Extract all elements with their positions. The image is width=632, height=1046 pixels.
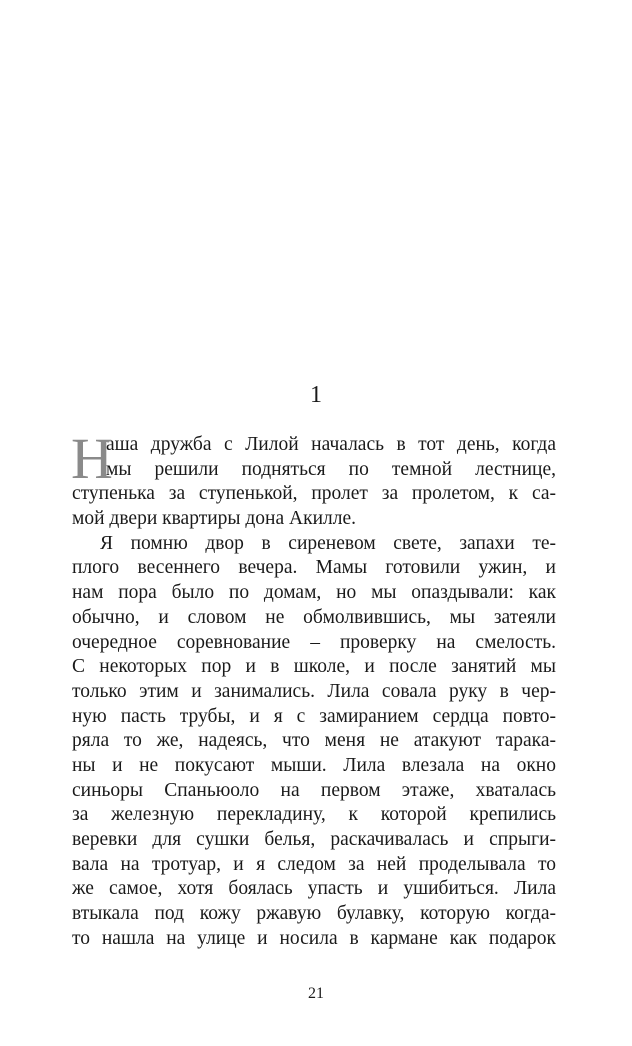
text-line: мы решили подняться по темной лестнице,	[106, 458, 556, 480]
text-line: С некоторых пор и в школе, и после занятий мы	[72, 656, 556, 678]
text-line: очередное соревнование – проверку на смелость.	[72, 631, 556, 653]
text-line: ны и не покусают мыши. Лила влезала на окно	[72, 754, 556, 776]
text-line: нам пора было по домам, но мы опаздывали: как	[72, 582, 556, 604]
page-number: 21	[308, 985, 324, 1002]
text-line: ную пасть трубы, и я с замиранием сердца повто-	[72, 705, 556, 727]
text-line: Я помню двор в сиреневом свете, запахи те-	[100, 532, 556, 554]
text-line: то нашла на улице и носила в кармане как подарок	[72, 927, 556, 949]
text-line: вала на тротуар, и я следом за ней проделывала то	[72, 853, 556, 875]
text-line: же самое, хотя боялась упасть и ушибиться. Лила	[72, 878, 556, 900]
text-line: мой двери квартиры дона Акилле.	[72, 508, 357, 530]
text-line: плого весеннего вечера. Мамы готовили ужин, и	[72, 557, 556, 579]
text-line: втыкала под кожу ржавую булавку, которую когда-	[72, 903, 556, 925]
chapter-number: 1	[310, 382, 322, 408]
text-line: только этим и занимались. Лила совала руку в чер-	[72, 680, 556, 702]
text-line: обычно, и словом не обмолвившись, мы затеяли	[72, 606, 556, 628]
drop-cap: Н	[71, 426, 113, 491]
text-line: веревки для сушки белья, раскачивалась и спрыги-	[72, 829, 556, 850]
text-line: ряла то же, надеясь, что меня не атакуют тарака-	[72, 730, 556, 752]
text-line: ступенька за ступенькой, пролет за пролетом, к са-	[72, 483, 556, 505]
body-text	[71, 426, 556, 951]
text-line: синьоры Спаньюоло на первом этаже, хваталась	[72, 779, 556, 801]
text-line: аша дружба с Лилой началась в тот день, когда	[106, 434, 556, 455]
text-line: за железную перекладину, к которой крепились	[72, 804, 556, 826]
